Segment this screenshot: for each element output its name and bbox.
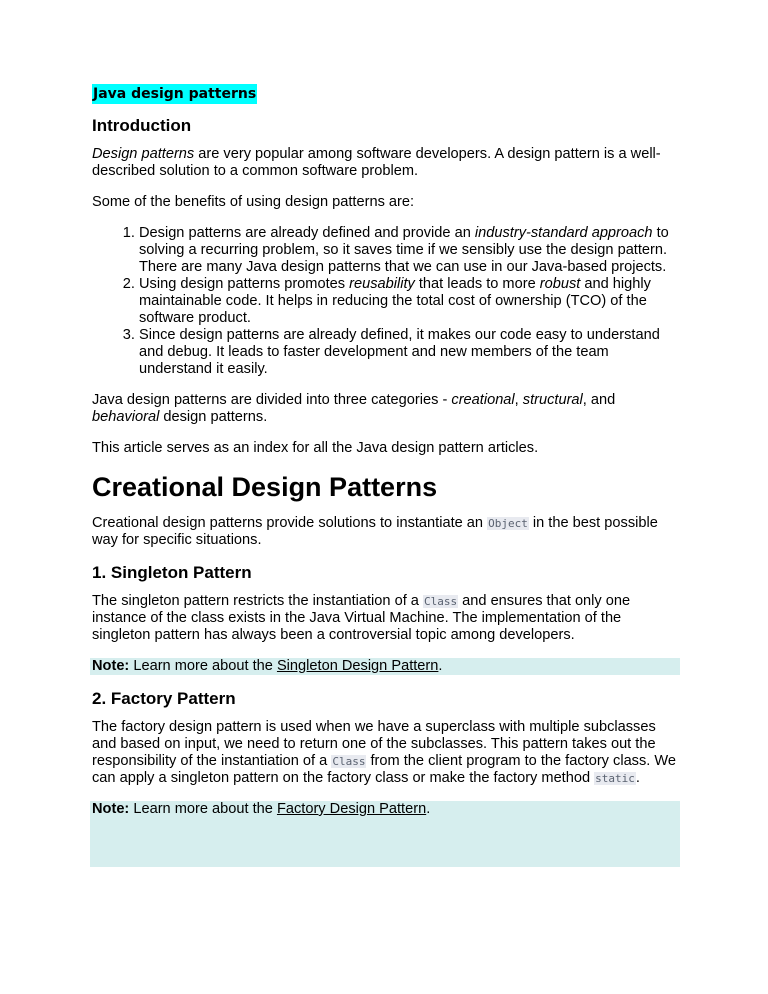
creational-paragraph: Creational design patterns provide solutions to instantiate an Object in the best possible way for specific situations. bbox=[92, 515, 658, 548]
code-static: static bbox=[595, 772, 635, 785]
list-item: 2. Using design patterns promotes reusability that leads to more robust and highly maintainable code. It helps in reducing the total cost of ownership (TCO) of the software product. bbox=[139, 276, 682, 327]
code-class: Class bbox=[423, 595, 458, 608]
document-title: Java design patterns bbox=[93, 86, 257, 102]
categories-paragraph: Java design patterns are divided into three categories - creational, structural, and behavioral design patterns. bbox=[92, 392, 616, 425]
index-paragraph: This article serves as an index for all the Java design pattern articles. bbox=[92, 440, 539, 456]
factory-note: Note: Learn more about the Factory Design Pattern. bbox=[90, 801, 680, 867]
list-item: 3. Since design patterns are already defined, it makes our code easy to understand and debug. It leads to faster development and new members of the team understand it easily. bbox=[139, 327, 682, 378]
intro-paragraph: Design patterns are very popular among software developers. A design pattern is a well-described solution to a common software problem. bbox=[92, 146, 661, 179]
list-item: 1. Design patterns are already defined and provide an industry-standard approach to solving a recurring problem, so it saves time if we sensibly use the design pattern. There are many Java design patterns that we can use in our Java-based projects. bbox=[139, 225, 682, 276]
code-class: Class bbox=[332, 755, 366, 768]
document-page bbox=[92, 84, 682, 881]
singleton-note: Note: Learn more about the Singleton Design Pattern. bbox=[90, 658, 680, 675]
benefits-intro-paragraph: Some of the benefits of using design patterns are: bbox=[92, 194, 415, 210]
factory-design-pattern-link[interactable]: Factory Design Pattern bbox=[276, 801, 427, 817]
code-object: Object bbox=[488, 517, 528, 530]
singleton-heading: 1. Singleton Pattern bbox=[92, 563, 252, 582]
factory-heading: 2. Factory Pattern bbox=[92, 689, 236, 708]
factory-paragraph: The factory design pattern is used when we have a superclass with multiple subclasses and based on input, we need to return one of the subclasses. This pattern takes out the responsibility of the instantiation of a Class from the client program to the factory class. We can apply a singleton pattern on the factory class or make the factory method static. bbox=[92, 719, 677, 786]
introduction-heading: Introduction bbox=[92, 116, 192, 135]
singleton-design-pattern-link[interactable]: Singleton Design Pattern bbox=[276, 658, 439, 674]
singleton-paragraph: The singleton pattern restricts the instantiation of a Class and ensures that only one instance of the class exists in the Java Virtual Machine. The implementation of the singleton pattern has always been a controversial topic among developers. bbox=[92, 593, 631, 643]
creational-heading: Creational Design Patterns bbox=[92, 472, 438, 502]
benefits-list bbox=[92, 225, 682, 378]
